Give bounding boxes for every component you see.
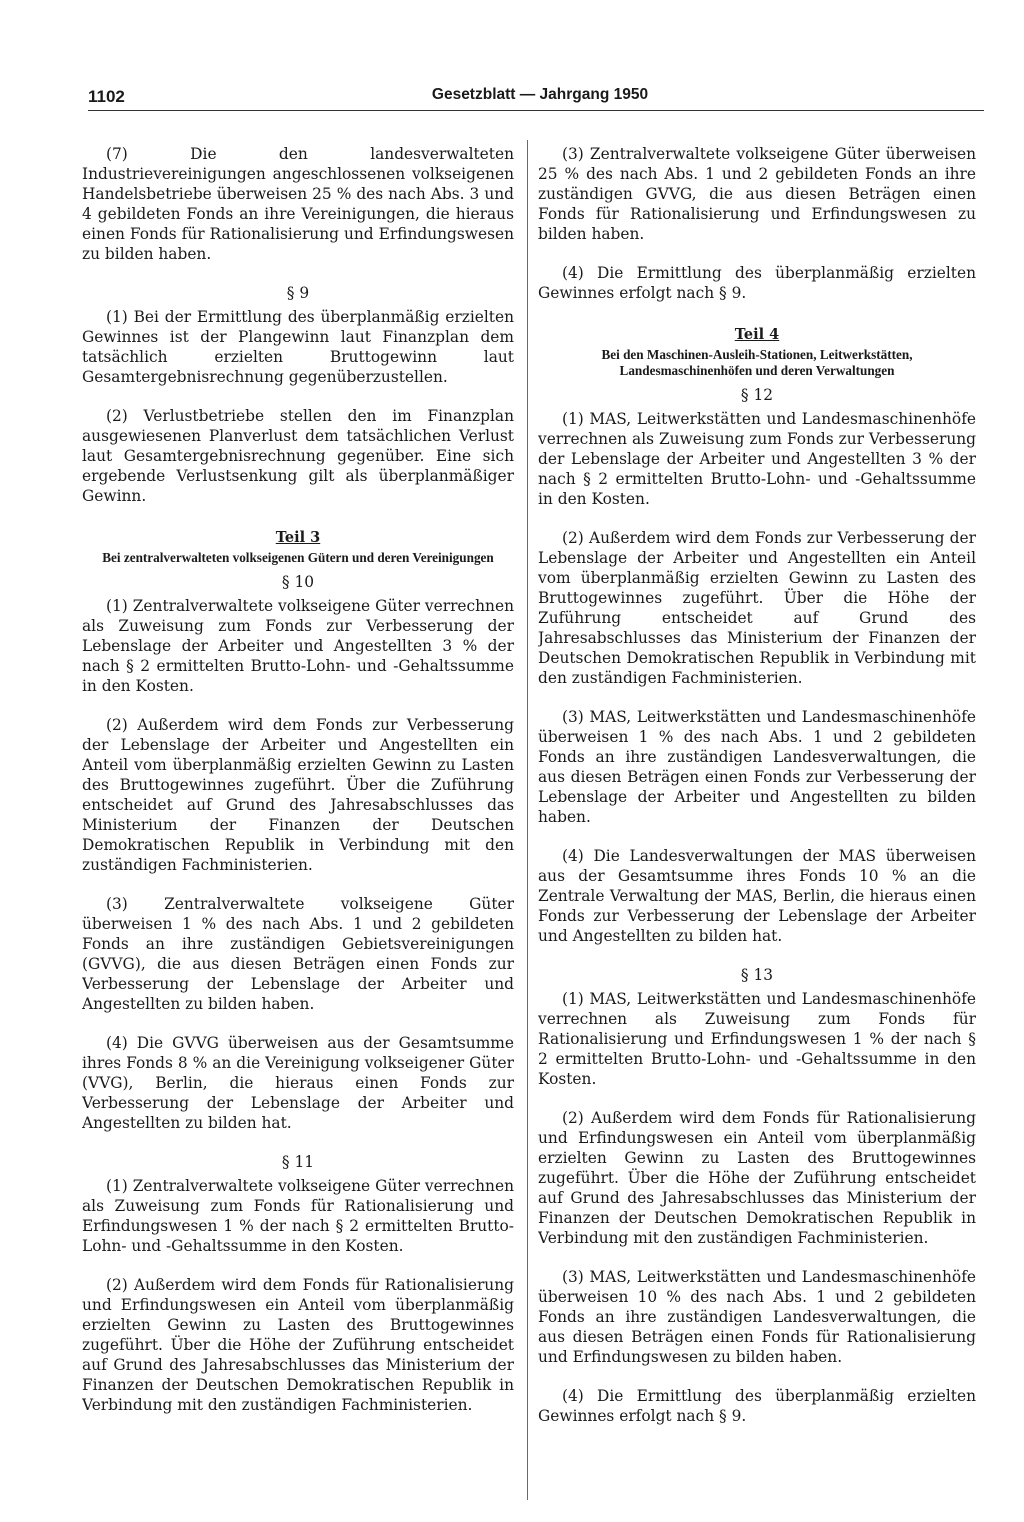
page-header <box>0 0 1024 110</box>
paragraph-s11-3: (3) Zentralverwaltete volkseigene Güter überweisen 25 % des nach Abs. 1 und 2 gebildeten Fonds an ihre zuständigen GVVG, die aus diesen Beträgen einen Fonds für Rationalisierung und Erfindungswesen zu bilden haben. <box>538 145 976 243</box>
section-12-heading: § 12 <box>740 386 774 404</box>
paragraph-s13-3: (3) MAS, Leitwerkstätten und Landesmaschinenhöfe überweisen 10 % des nach Abs. 1 und 2 gebildeten Fonds an ihre zuständigen Landesverwaltungen, die aus diesen Beträgen einen Fonds für Rationalisierung und Erfindungswesen zu bilden haben. <box>538 1268 976 1366</box>
paragraph-s12-1: (1) MAS, Leitwerkstätten und Landesmaschinenhöfe verrechnen als Zuweisung zum Fonds zur Verbesserung der Lebenslage der Arbeiter und Angestellten 3 % der nach § 2 ermittelten Brutto-Lohn- und -Gehaltssumme in den Kosten. <box>538 410 976 508</box>
paragraph-s8-7: (7) Die den landesverwalteten Industrievereinigungen angeschlossenen volkseigenen Handelsbetriebe überweisen 25 % des nach Abs. 3 und 4 gebildeten Fonds an ihre Vereinigungen, die hieraus einen Fonds für Rationalisierung und Erfindungswesen zu bilden haben. <box>82 145 514 263</box>
paragraph-s11-2: (2) Außerdem wird dem Fonds für Rationalisierung und Erfindungswesen ein Anteil vom überplanmäßig erzielten Gewinn zu Lasten des Bruttogewinnes zugeführt. Über die Höhe der Zuführung entscheidet auf Grund des Jahresabschlusses das Ministerium der Finanzen der Deutschen Demokratischen Republik in Verbindung mit den zuständigen Fachministerien. <box>82 1276 514 1414</box>
paragraph-s12-3: (3) MAS, Leitwerkstätten und Landesmaschinenhöfe überweisen 1 % des nach Abs. 1 und 2 gebildeten Fonds an ihre zuständigen Landesverwaltungen, die aus diesen Beträgen einen Fonds zur Verbesserung der Lebenslage der Arbeiter und Angestellten zu bilden haben. <box>538 708 976 826</box>
paragraph-s10-2: (2) Außerdem wird dem Fonds zur Verbesserung der Lebenslage der Arbeiter und Angestellten ein Anteil vom überplanmäßig erzielten Gewinn zu Lasten des Bruttogewinnes zugeführt. Über die Zuführung entscheidet auf Grund des Jahresabschlusses das Ministerium der Finanzen der Deutschen Demokratischen Republik in Verbindung mit den zuständigen Fachministerien. <box>82 716 514 874</box>
paragraph-s13-1: (1) MAS, Leitwerkstätten und Landesmaschinenhöfe verrechnen als Zuweisung zum Fonds für Rationalisierung und Erfindungswesen 1 % der nach § 2 ermittelten Brutto-Lohn- und -Gehaltssumme in den Kosten. <box>538 990 976 1088</box>
paragraph-s9-1: (1) Bei der Ermittlung des überplanmäßig erzielten Gewinnes ist der Plangewinn laut Finanzplan dem tatsächlich erzielten Bruttogewinn laut Gesamtergebnisrechnung gegenüberzustellen. <box>82 308 514 386</box>
header-rule <box>88 110 984 111</box>
running-head: Gesetzblatt — Jahrgang 1950 <box>431 86 649 103</box>
part-4-subtitle: Bei den Maschinen-Ausleih-Stationen, Leitwerkstätten, Landesmaschinenhöfen und deren Verwaltungen <box>601 347 913 378</box>
paragraph-s11-1: (1) Zentralverwaltete volkseigene Güter verrechnen als Zuweisung zum Fonds für Rationalisierung und Erfindungswesen 1 % der nach § 2 ermittelten Brutto-Lohn- und -Gehaltssumme in den Kosten. <box>82 1177 514 1255</box>
paragraph-s10-4: (4) Die GVVG überweisen aus der Gesamtsumme ihres Fonds 8 % an die Vereinigung volkseigener Güter (VVG), Berlin, die hieraus einen Fonds zur Verbesserung der Lebenslage der Arbeiter und Angestellten zu bilden hat. <box>82 1034 514 1132</box>
paragraph-s9-2: (2) Verlustbetriebe stellen den im Finanzplan ausgewiesenen Planverlust dem tatsächlichen Verlust laut Gesamtergebnisrechnung gegenüber. Eine sich ergebende Verlustsenkung gilt als überplanmäßiger Gewinn. <box>82 407 514 505</box>
page-number: 1102 <box>88 87 125 106</box>
paragraph-s12-2: (2) Außerdem wird dem Fonds zur Verbesserung der Lebenslage der Arbeiter und Angestellten ein Anteil vom überplanmäßig erzielten Gewinn zu Lasten des Bruttogewinnes zugeführt. Über die Höhe der Zuführung entscheidet auf Grund des Jahresabschlusses das Ministerium der Finanzen der Deutschen Demokratischen Republik in Verbindung mit den zuständigen Fachministerien. <box>538 529 976 687</box>
section-10-heading: § 10 <box>281 573 315 591</box>
paragraph-s13-4: (4) Die Ermittlung des überplanmäßig erzielten Gewinnes erfolgt nach § 9. <box>538 1387 976 1425</box>
paragraph-s12-4: (4) Die Landesverwaltungen der MAS überweisen aus der Gesamtsumme ihres Fonds 10 % an die Zentrale Verwaltung der MAS, Berlin, die hieraus einen Fonds zur Verbesserung der Lebenslage der Arbeiter und Angestellten zu bilden hat. <box>538 847 976 945</box>
paragraph-s10-1: (1) Zentralverwaltete volkseigene Güter verrechnen als Zuweisung zum Fonds zur Verbesserung der Lebenslage der Arbeiter und Angestellten 3 % der nach § 2 ermittelten Brutto-Lohn- und -Gehaltssumme in den Kosten. <box>82 597 514 695</box>
part-3-title: Teil 3 <box>275 529 321 546</box>
paragraph-s11-4: (4) Die Ermittlung des überplanmäßig erzielten Gewinnes erfolgt nach § 9. <box>538 264 976 302</box>
left-column <box>82 144 514 1509</box>
part-4-title: Teil 4 <box>734 326 780 343</box>
paragraph-s10-3: (3) Zentralverwaltete volkseigene Güter überweisen 1 % des nach Abs. 1 und 2 gebildeten Fonds an ihre zuständigen Gebietsvereinigungen (GVVG), die aus diesen Beträgen einen Fonds zur Verbesserung der Lebenslage der Arbeiter und Angestellten zu bilden haben. <box>82 895 514 1013</box>
column-divider <box>527 140 528 1500</box>
right-column <box>538 144 976 1509</box>
part-3-subtitle: Bei zentralverwalteten volkseigenen Gütern und deren Vereinigungen <box>102 550 494 565</box>
section-9-heading: § 9 <box>286 284 310 302</box>
paragraph-s13-2: (2) Außerdem wird dem Fonds für Rationalisierung und Erfindungswesen ein Anteil vom überplanmäßig erzielten Gewinn zu Lasten des Bruttogewinnes zugeführt. Über die Höhe der Zuführung entscheidet auf Grund des Jahresabschlusses das Ministerium der Finanzen der Deutschen Demokratischen Republik in Verbindung mit den zuständigen Fachministerien. <box>538 1109 976 1247</box>
section-11-heading: § 11 <box>281 1153 315 1171</box>
section-13-heading: § 13 <box>740 966 774 984</box>
